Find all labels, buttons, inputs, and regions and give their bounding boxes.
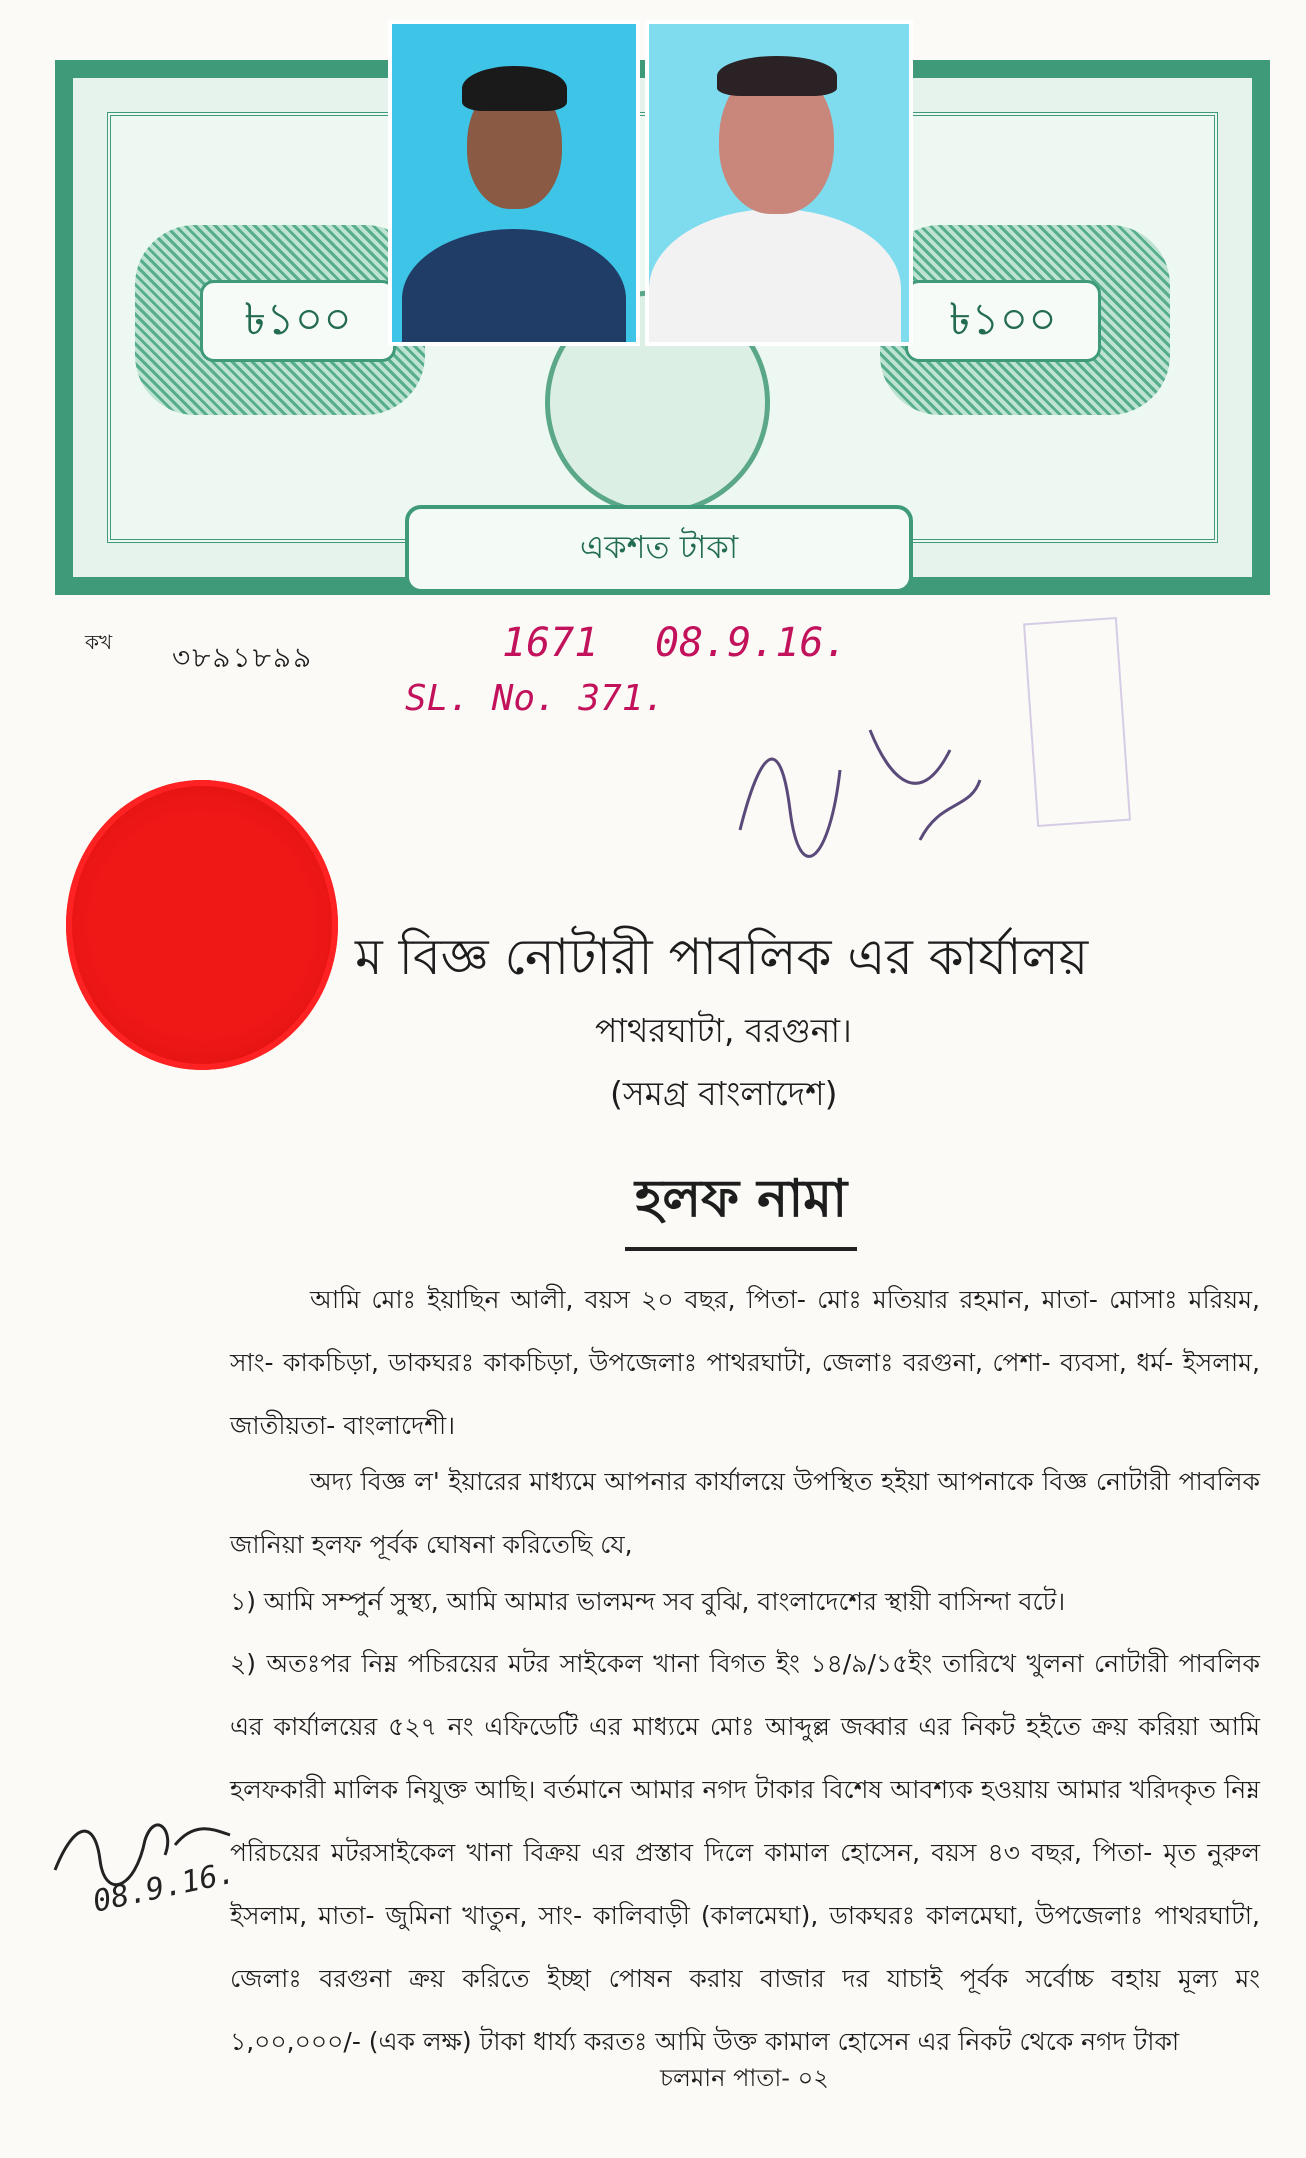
red-notary-seal (66, 780, 338, 1070)
serial-prefix: কখ (85, 630, 113, 654)
purple-rubber-stamp (1023, 617, 1131, 827)
handwritten-sl-no: SL. No. 371. (405, 678, 666, 719)
paragraph-declaration-intro: অদ্য বিজ্ঞ ল' ইয়ারের মাধ্যমে আপনার কার্যালয়ে উপস্থিত হইয়া আপনাকে বিজ্ঞ নোটারী পাবলিক জানিয়া হলফ পূর্বক ঘোষনা করিতেছি যে, (230, 1467, 1260, 1559)
photo-affiant (388, 20, 640, 346)
document-heading: হলফ নামা (625, 1158, 857, 1251)
stamp-amount-left: ৳১০০ (200, 280, 396, 362)
paragraph-affiant-identity: আমি মোঃ ইয়াছিন আলী, বয়স ২০ বছর, পিতা- মোঃ মতিয়ার রহমান, মাতা- মোসাঃ মরিয়ম, সাং- কাকচিড়া, ডাকঘরঃ কাকচিড়া, উপজেলাঃ পাথরঘাটা, জেলাঃ বরগুনা, পেশা- ব্যবসা, ধর্ম- ইসলাম, জাতীয়তা- বাংলাদেশী। (230, 1285, 1260, 1440)
serial-number: ৩৮৯১৮৯৯ (172, 641, 314, 674)
photo-hair (717, 56, 837, 96)
handwritten-date: 08.9.16. (655, 620, 848, 666)
stamp-value-words: একশত টাকা (405, 505, 913, 593)
office-title: ম বিজ্ঞ নোটারী পাবলিক এর কার্যালয় (355, 928, 1089, 986)
paragraph-point-1: ১) আমি সম্পুর্ন সুস্থ্য, আমি আমার ভালমন্দ সব বুঝি, বাংলাদেশের স্থায়ী বাসিন্দা বটে। (230, 1587, 1066, 1616)
margin-signature-date: 08.9.16. (89, 1855, 239, 1920)
photo-buyer (645, 20, 913, 346)
photo-shirt (402, 229, 626, 346)
photo-hair (462, 66, 567, 111)
office-jurisdiction: (সমগ্র বাংলাদেশ) (610, 1074, 838, 1113)
office-location: পাথরঘাটা, বরগুনা। (595, 1011, 852, 1050)
signature-scribble (720, 690, 1000, 880)
paragraph-point-2: ২) অতঃপর নিম্ন পচিরয়ের মটর সাইকেল খানা বিগত ইং ১৪/৯/১৫ইং তারিখে খুলনা নোটারী পাবলিক এর কার্যালয়ের ৫২৭ নং এফিডেটি এর মাধ্যমে মোঃ আব্দুল্ল জব্বার এর নিকট হইতে ক্রয় করিয়া আমি হলফকারী মালিক নিযুক্ত আছি। বর্তমানে আমার নগদ টাকার বিশেষ আবশ্যক হওয়ায় আমার খরিদকৃত নিম্ন পরিচয়ের মটরসাইকেল খানা বিক্রয় এর প্রস্তাব দিলে কামাল হোসেন, বয়স ৪৩ বছর, পিতা- মৃত নুরুল ইসলাম, মাতা- জুমিনা খাতুন, সাং- কালিবাড়ী (কালমেঘা), ডাকঘরঃ কালমেঘা, উপজেলাঃ পাথরঘাটা, জেলাঃ বরগুনা ক্রয় করিতে ইচ্ছা পোষন করায় বাজার দর যাচাই পূর্বক সর্বোচ্চ বহায় মূল্য মং ১,০০,০০০/- (এক লক্ষ) টাকা ধার্য্য করতঃ আমি উক্ত কামাল হোসেন এর নিকট থেকে নগদ টাকা (230, 1649, 1260, 2056)
stamp-amount-right: ৳১০০ (905, 280, 1101, 362)
page-continuation-footer: চলমান পাতা- ০২ (660, 2064, 829, 2092)
handwritten-reg-number: 1671 (502, 620, 599, 666)
photo-shirt (649, 209, 901, 346)
